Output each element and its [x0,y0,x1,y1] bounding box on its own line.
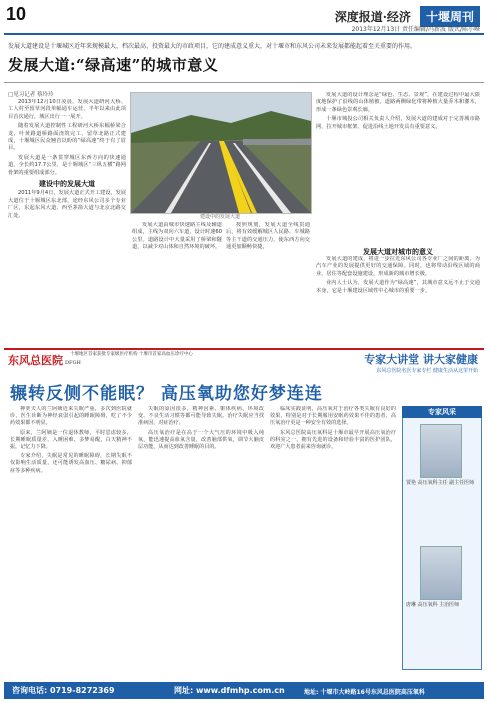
paragraph: 神奕夫人的兰阿姨近来失眠严重，多次到医院就诊，医生诊断为神经衰弱引起的睡眠障碍，吃了不少药效果都不明显。 [10,406,132,427]
byline: □见习记者 蔡玲玲 [8,92,54,98]
paragraph: 失眠的原因很多，精神因素、躯体疾病、环境改变、不良生活习惯等都可能导致失眠。治疗失眠应当找准病因，对症治疗。 [138,406,264,427]
subhead-significance: 发展大道对城市的意义 [363,247,433,256]
article-headline: 发展大道:“绿高速”的城市意义 [8,56,219,74]
paragraph: 发展大道的建成，将进一步拉近东风公司各专业厂之间的距离，为汽车产业的发展提供更好的交通保障。同时，也将带动沿线区域的商业、居住等配套设施建设，形成新的城市增长极。 [316,256,480,277]
road-photo-image [131,93,311,213]
paragraph: 东风总医院高压氧科是十堰市最早开展高压氧治疗的科室之一，拥有先进的设备和经验丰富的医护团队，欢迎广大患者前来咨询就诊。 [270,429,396,451]
paragraph: 按照规划，发展大道全线贯通后，将有效缓解城区人民路、车城路等主干道的交通压力，使东西方向交通更加顺畅快捷。 [226,222,310,251]
expert-name-1: 贾艳 高压氧科主任 副主任医师 [406,480,475,486]
headline-rule [4,82,484,83]
brand-badge: 十堰周刊 [420,6,480,27]
article-column-1 [8,99,126,344]
ad-tagline: 专家大讲堂 讲大家健康 [364,353,478,366]
paragraph: 发展大道是一条贯穿城区东西方向的快速通道，全长约17.7公里，是十堰城区“三纵五横”路网骨架的重要组成部分。 [8,154,126,176]
paragraph: 原来，兰阿姨是一位退休教师，平时思虑较多，长期睡眠质量差，入睡困难、多梦易醒，白天精神不振，记忆力下降。 [10,429,132,451]
masthead-rule [4,33,484,35]
article-column-2b [226,222,310,344]
ad-column-1 [10,406,132,678]
expert-portrait-2 [420,546,462,600]
paragraph: 发展大道的设计理念是“绿色、生态、景观”，在建设过程中最大限度地保护了沿线的山体植被，道路两侧绿化带将种植大量乔木和灌木，形成一条绿色景观长廊。 [316,92,480,113]
article-column-3b [316,256,480,344]
expert-portrait-1 [420,424,462,478]
paragraph: 临床实践证明，高压氧对于治疗各类失眠有良好的效果，特别是对于长期服用安眠药效果不佳的患者，高压氧治疗更是一种安全有效的选择。 [270,406,396,427]
paragraph: 业内人士认为，发展大道作为“绿高速”，其城市意义远不止于交通本身，它是十堰建设区域性中心城市的重要一步。 [316,280,480,294]
paragraph: 发展大道由城市快速路主线及辅道组成，主线为双向六车道，设计时速60公里。道路设计中大量采用了桥梁和隧道，以减少对山体和自然环境的破坏。 [132,222,222,251]
logo-sub: DFGH [65,360,81,366]
dateline: 2013年12月13日 责任编辑/冯新波 版式/陈小峰 [351,26,480,33]
ad-column-3 [270,406,396,678]
footer-website[interactable]: 网址: www.dfmhp.com.cn [174,686,285,695]
ad-tagline-sub: 东风总医院名医专家专栏 健康生活从这里开始 [376,368,478,374]
footer-phone: 咨询电话: 0719-8272369 [12,686,115,695]
ad-column-2 [138,406,264,678]
paragraph: 高压氧治疗是在高于一个大气压的环境中吸入纯氧，能迅速提高血氧含量，改善脑部供氧，调节大脑皮层功能，从而达到改善睡眠的目的。 [138,429,264,451]
page-number: 10 [6,4,27,24]
footer-address: 地址: 十堰市大岭路16号东风总医院高压氧科 [304,689,425,696]
expert-name-2: 唐琳 高压氧科 主治医师 [406,602,460,608]
section-title: 深度报道·经济 [334,10,411,24]
photo-caption: 建设中的发展大道 [199,214,240,220]
article-lede: 发展大道建设是十堰城区近年来规模最大、档次最高、投资最大的市政项目，它的建成意义重大，对十堰市和东风公司未来发展都能起着至关重要的作用。 [8,43,417,50]
paragraph: 专家介绍，失眠是常见的睡眠障碍，长期失眠不仅影响生活质量，还可能诱发高血压、糖尿病、抑郁症等多种疾病。 [10,453,132,474]
ad-headline: 辗转反侧不能眠？ 高压氧助您好梦连连 [10,384,323,404]
article-column-2a [132,222,222,344]
paragraph: 2011年9月4日，发展大道正式开工建设。发展大道位于十堰城区东北部，途经东风公司多个专业厂区，东起东风大道、西至茅箭大道与北京北路交汇处。 [8,190,126,219]
ad-footer-bar [4,682,484,699]
paragraph: 2013年12月10日凌晨，发展大道研河大桥、工人村至留草河段单幅通车运营，半年以来由此项目首次通行，城区出行一一展开。 [8,99,126,120]
subhead-construction: 建设中的发展大道 [39,179,95,189]
hospital-info: 十堰地区首家获批专家级医疗机构 十堰市首家高血压诊疗中心 [70,352,193,357]
article-column-3 [316,92,480,242]
paragraph: 随着发展大道控制性工程研河大桥东幅桥梁合龙，叶黄路道桥路面浇筑完工、留草北路正式建成，十堰城区民众翘首以盼的“绿高速”终于有了眉目。 [8,123,126,152]
road-photo [130,92,312,214]
expert-panel-title: 专家风采 [402,406,482,418]
paragraph: 十堰市城投公司相关负责人介绍，发展大道的建成对于完善城市路网、拉开城市框架、促进沿线土地开发具有重要意义。 [316,116,480,130]
logo-text: 东风总医院 [8,354,63,367]
